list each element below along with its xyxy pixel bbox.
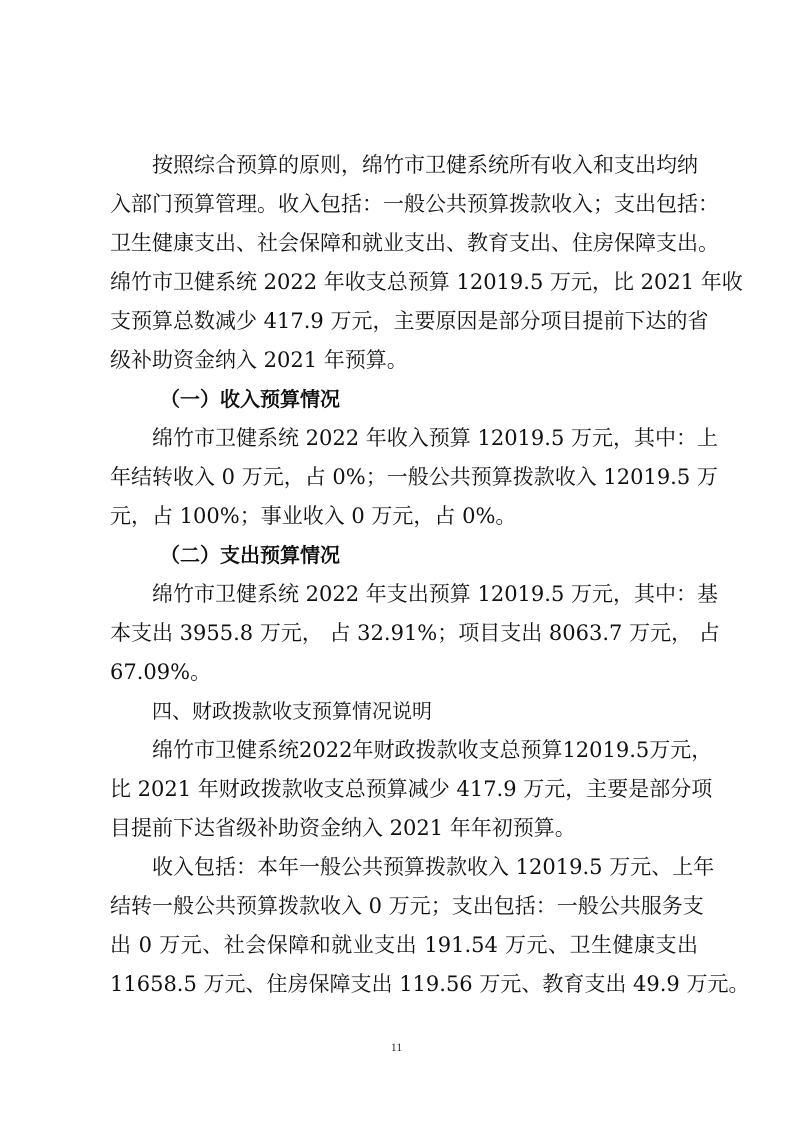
paragraph-line: 绵竹市卫健系统 2022 年收入预算 12019.5 万元，其中：上 (152, 426, 718, 450)
paragraph-line: 目提前下达省级补助资金纳入 2021 年年初预算。 (110, 816, 576, 840)
paragraph-line: 绵竹市卫健系统 2022 年支出预算 12019.5 万元，其中：基 (152, 582, 718, 606)
page-number: 11 (390, 1040, 403, 1054)
paragraph-line: 绵竹市卫健系统 2022 年收支总预算 12019.5 万元，比 2021 年收 (110, 270, 743, 294)
paragraph-line: 元，占 100%；事业收入 0 万元，占 0%。 (110, 504, 517, 528)
paragraph-line: 结转一般公共预算拨款收入 0 万元；支出包括：一般公共服务支 (110, 894, 704, 918)
paragraph-line: 年结转收入 0 万元，占 0%；一般公共预算拨款收入 12019.5 万 (110, 465, 718, 489)
subsection-heading-expenditure: （二）支出预算情况 (160, 543, 340, 567)
paragraph-line: 支预算总数减少 417.9 万元，主要原因是部分项目提前下达的省 (110, 309, 709, 333)
paragraph-line: 比 2021 年财政拨款收支总预算减少 417.9 万元，主要是部分项 (110, 777, 713, 801)
paragraph-line: 按照综合预算的原则，绵竹市卫健系统所有收入和支出均纳 (152, 153, 698, 177)
paragraph-line: 绵竹市卫健系统2022年财政拨款收支总预算12019.5万元， (152, 738, 713, 762)
paragraph-line: 级补助资金纳入 2021 年预算。 (110, 348, 408, 372)
paragraph-line: 67.09%。 (110, 660, 212, 684)
paragraph-line: 收入包括：本年一般公共预算拨款收入 12019.5 万元、上年 (152, 855, 715, 879)
paragraph-line: 卫生健康支出、社会保障和就业支出、教育支出、住房保障支出。 (110, 231, 719, 255)
paragraph-line: 本支出 3955.8 万元， 占 32.91%；项目支出 8063.7 万元， 占 (110, 621, 720, 645)
paragraph-line: 11658.5 万元、住房保障支出 119.56 万元、教育支出 49.9 万元。 (110, 972, 750, 996)
section-heading: 四、财政拨款收支预算情况说明 (152, 699, 432, 723)
paragraph-line: 入部门预算管理。收入包括：一般公共预算拨款收入；支出包括： (110, 192, 719, 216)
paragraph-line: 出 0 万元、社会保障和就业支出 191.54 万元、卫生健康支出 (110, 933, 698, 957)
subsection-heading-income: （一）收入预算情况 (160, 387, 340, 411)
